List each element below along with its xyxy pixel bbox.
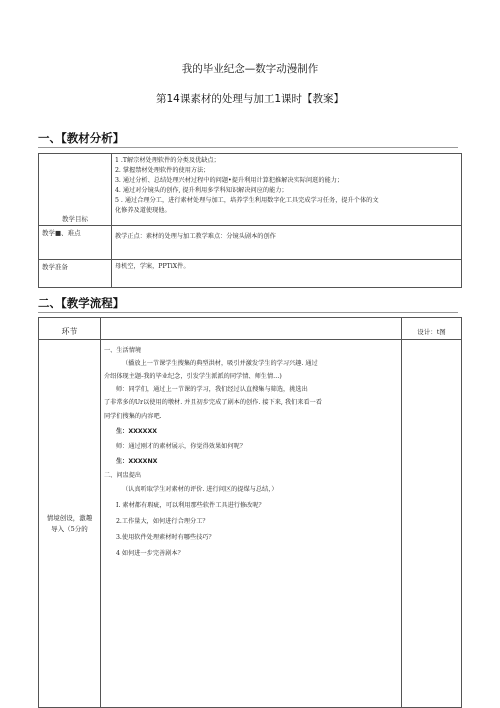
stage-header-cell <box>39 318 101 340</box>
flow-line: I. 素材都有瑕疵，可以利用那些软件工具进行修改呢？ <box>116 502 265 509</box>
flow-line: 二、问盅提出 <box>104 472 142 479</box>
key-content-cell <box>112 226 462 260</box>
design-header-cell <box>402 318 462 340</box>
prep-text: 母机空，学案，PPTiX件。 <box>115 263 190 270</box>
goal-line: 1 .T解宗材处理软件的分类及优缺点； <box>115 157 220 164</box>
goal-line: 5 . 通过合理分工，进行素材处理与加工，培养学生利用数字化工具完成学习任务，提升个体的文 <box>115 197 379 204</box>
section-divider <box>38 147 458 148</box>
content-header-cell <box>101 318 402 340</box>
goal-row <box>39 154 462 226</box>
prep-label: 教学准备 <box>42 263 68 271</box>
goal-line: 化修养及道使现他。 <box>115 207 171 214</box>
goal-content-cell <box>112 154 462 226</box>
flow-line: 3.使用软件处理素材时有哪些技巧？ <box>116 534 215 541</box>
flow-row <box>39 340 462 708</box>
flow-header-row <box>39 318 462 340</box>
flow-line: 师：通过刚才的素材展示，你觉得效果如何呢？ <box>116 443 246 450</box>
stage-label-cell <box>39 340 101 708</box>
flow-line: （播放上一节课学生搜集的典型洪材，吸引并激发学生的学习兴趣. 通过 <box>122 360 318 367</box>
goal-label-cell <box>39 154 112 226</box>
flow-line: 生：XXXXXX <box>116 428 157 435</box>
section-divider <box>38 312 458 313</box>
prep-content-cell <box>112 260 462 288</box>
flow-content-cell <box>101 340 402 708</box>
flow-line: 一、生活情境 <box>104 347 142 354</box>
analysis-table <box>38 153 462 288</box>
flow-table <box>38 317 462 708</box>
key-label-cell <box>39 226 112 260</box>
flow-line: 同学们搜集的内容吧. <box>104 413 162 420</box>
design-header: 设计：t图 <box>417 328 446 336</box>
flow-line: 介绍体现主题-我的毕业纪念，引发学生派派的同学情、师生情…) <box>104 373 282 380</box>
prep-row <box>39 260 462 288</box>
design-cell <box>402 340 462 708</box>
flow-line: 了非常多的Ur以使用的墩材. 并且初步完成了剧本的创作. 接下来, 我们来看一看 <box>104 399 322 406</box>
document-title: 我的毕业纪念—数字动漫制作 <box>181 63 319 75</box>
flow-line: 4 如何进一步完善剧本？ <box>116 550 184 557</box>
stage-label: 导入（5分的 <box>51 524 88 533</box>
flow-line: （认真听取学生对素材的评价. 进行问区的提煤与总结，） <box>122 486 278 493</box>
key-row <box>39 226 462 260</box>
flow-line: 师：同学们，通过上一节课的学习，我们经过认直搜集与筛选，挑选出 <box>116 386 308 393</box>
goal-line: 4. 通过对分镜头的创作, 提升利用多学科知识解决问应的能力； <box>115 187 288 194</box>
stage-label: 情境创设，激趣 <box>46 513 93 522</box>
stage-header: 环节 <box>61 327 78 336</box>
flow-line: 2.工作量大，如何进行合理分工？ <box>116 518 209 525</box>
goal-line: 3. 通过分析、总结处理兴材过程中的问题•提升利用计算犯推解决实际问逛的能力； <box>115 177 344 184</box>
goal-label: 教学目标 <box>62 215 88 223</box>
key-label: 教学■、难点 <box>42 229 81 237</box>
lesson-subtitle: 第14课素材的处理与加工1课时【教案】 <box>155 93 345 105</box>
goal-line: 2. 掌握禁材处理软件的使用方法； <box>115 167 210 174</box>
prep-label-cell <box>39 260 112 288</box>
section-heading-analysis: 一、【教材分析】 <box>38 131 125 145</box>
section-heading-flow: 二、【教学流程】 <box>38 296 125 310</box>
key-text: 教学正点：素材的处理与加工教学难点：分镜头剧本的创作 <box>115 233 276 240</box>
flow-line: 生：XXXXNX <box>116 458 158 465</box>
